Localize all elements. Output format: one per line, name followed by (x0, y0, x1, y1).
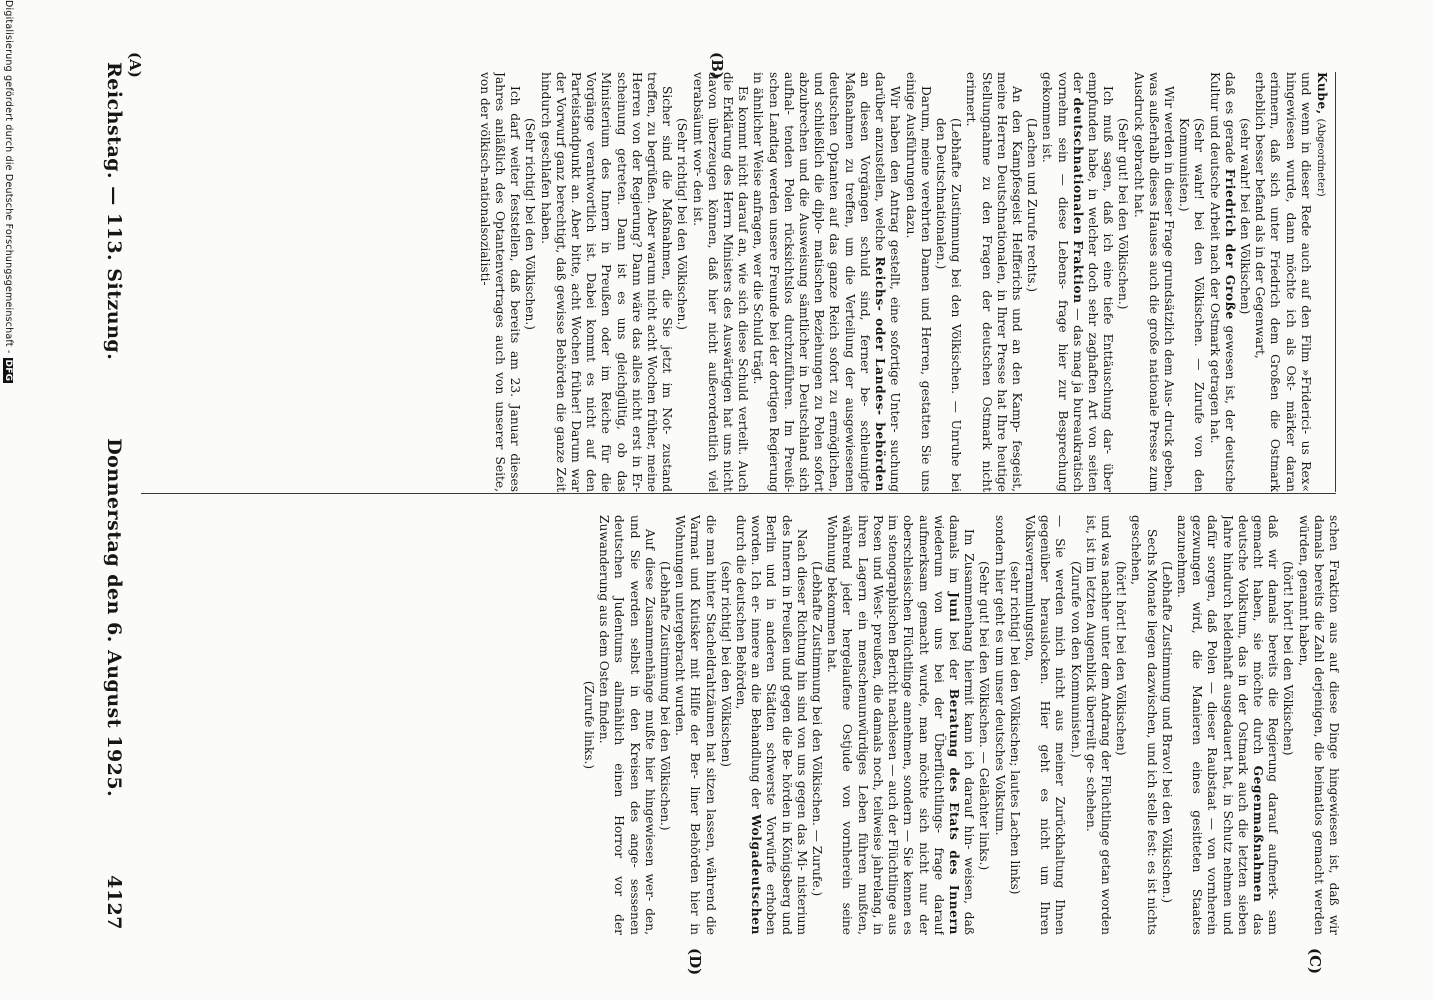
column-divider (141, 493, 1336, 494)
running-header (99, 62, 129, 930)
interjection: (Sehr gut! bei den Völkischen. — Gelächter links.) (977, 561, 992, 871)
interjection: (Sehr richtig! bei den Völkischen.) (675, 118, 690, 330)
margin-mark-d: (D) (686, 948, 704, 976)
paragraph: und was nachher unter dem Andrang der Flüchtlinge getan worden ist, ist im letzten Augenblick überreilt ge- schehen. (1083, 515, 1113, 935)
speaker-line: Kube, (Abgeordneter) (1315, 72, 1329, 197)
paragraph: Es kommt nicht darauf an, wie sich diese Schuld verteilt. Auch die Erklärung des Herrn Ministers des Auswärtigen hat uns nicht davon überzeugen können, daß hier nicht außerordentlich viel verabsäumt wor- den ist. (690, 72, 751, 492)
interjection: (Zurufe von den Kommunisten.) (1068, 561, 1083, 758)
interjection: (hört! hört! bei den Völkischen) (1114, 561, 1129, 756)
dfg-logo: DFG (3, 359, 13, 382)
paragraph: Ich muß sagen, daß ich eine tiefe Enttäuschung dar- über empfunden habe, in welcher doch sehr zaghaften Art von seiten der deutschnationalen Fraktion — das mag ja bureaukratisch vornehm sein — diese Lebens- frage hier zur Besprechung gekommen ist. (1040, 72, 1116, 492)
digitization-credit (0, 0, 14, 1000)
credit-text: Digitalisierung gefördert durch die Deutsche Forschungsgemeinschaft - (3, 0, 14, 354)
interjection: (Lebhafte Zustimmung bei den Völkischen.) (658, 561, 673, 831)
interjection: (Lachen und Zurufe rechts.) (1025, 118, 1040, 293)
interjection: (Lebhafte Zustimmung bei den Völkischen. — Zurufe.) (810, 561, 825, 897)
paragraph: schen Fraktion aus auf diese Dinge hingewiesen ist, daß wir damals bereits die Zahl derjenigen, die heimatlos gemacht werden würden, genannt haben, (1296, 515, 1341, 935)
right-column (136, 515, 1341, 935)
interjection: (sehr richtig! bei den Völkischen; lautes Lachen links) (1007, 561, 1022, 895)
paragraph: sondern hier geht es um unser deutsches Volkstum. (992, 515, 1007, 836)
paragraph: An den Kampfesgeist Helfferichs und an den Kamp- fesgeist, meine Herren Deutschnationalen, in Ihrer Presse hat Ihre heutige Stellungnahme zu den Fragen der deutschen Ostmark nicht erinnert. (964, 72, 1024, 492)
interjection: (sehr wahr! bei den Völkischen) (1237, 118, 1252, 315)
column-top-rule (1335, 72, 1336, 492)
interjection: (Lebhafte Zustimmung bei den Völkischen. — Unruhe bei den Deutschnationalen.) (933, 118, 964, 492)
paragraph: und wenn in dieser Rede auch auf den Film »Friderici- us Rex« hingewiesen wurde, dann möchte ich als Ost- märker daran erinnern, daß sich unter Friedrich dem Großen die Ostmark erheblich besser befand als in der Gegenwart, (1253, 72, 1313, 492)
speaker-role: Abgeordneter (1315, 122, 1326, 193)
margin-mark-c: (C) (1306, 948, 1324, 975)
paragraph: daß wir damals bereits die Regierung darauf aufmerk- sam gemacht haben, sie möchte durch Gegenmaßnahmen das deutsche Volkstum, das in der Ostmark auch die letzten sieben Jahre hindurch heldenhaft ausgedauert hat, in Schutz nehmen und dafür sorgen, daß Polen — dieser Raubstaat — von vornherein gezwungen wird, die Manieren eines gesitteten Staates anzunehmen. (1174, 515, 1281, 935)
margin-mark-a: (A) (126, 52, 144, 78)
paragraph: Auf diese Zusammenhänge mußte hier hingewiesen wer- den, und Sie werden selbst in den Kreisen des ange- sessenen deutschen Judentums allmählich einen Horror vor der Zuwanderung aus dem Osten finden. (597, 515, 657, 935)
header-session: Reichstag. — 113. Sitzung. (103, 62, 125, 361)
header-date: Donnerstag den 6. August 1925. (103, 438, 125, 798)
page-number: 4127 (103, 875, 125, 930)
interjection: (Sehr gut! bei den Völkischen.) (1116, 118, 1131, 310)
interjection: (hört! hört! bei den Völkischen) (1281, 561, 1296, 756)
paragraph: Wir werden in dieser Frage grundsätzlich dem Aus- druck geben, was außerhalb dieses Hauses auch die große nationale Presse zum Ausdruck gebracht hat. (1131, 72, 1176, 492)
interjection: (Sehr richtig! bei den Völkischen.) (523, 118, 538, 330)
paragraph: Sechs Monate liegen dazwischen, und ich stelle fest: es ist nichts geschehen, (1129, 515, 1159, 935)
paragraph: daß es gerade Friedrich der Große gewesen ist, der deutsche Kultur und deutsche Arbeit nach der Ostmark getragen hat. (1207, 72, 1237, 492)
paragraph: Ich darf weiter feststellen, daß bereits am 23. Januar dieses Jahres anläßlich des Optantenvertrages auch von unserer Seite, von der völkisch-nationalsozialisti- (477, 72, 523, 492)
paragraph: Darum, meine verehrten Damen und Herren, gestatten Sie uns einige Ausführungen dazu. (903, 72, 933, 492)
paragraph: Nach dieser Richtung hin sind von uns gegen das Mi- nisterium des Innern in Preußen und gegen die Be- hörden in Königsberg und Berlin und in anderen Städten schwerste Vorwürfe erhoben worden. Ich er- innere an die Behandlung der Wolgadeutschen durch die deutschen Behörden, (734, 515, 809, 935)
paragraph: Im Zusammenhang hiermit kann ich darauf hin- weisen, daß damals im Juni bei der Beratung des Etats des Innern wiederum von uns bei der Überflüchtlings- frage darauf aufmerksam gemacht wurde, man möchte sich nicht nur der oberschlesischen Flüchtlinge annehmen, sondern — Sie kennen es im stenographischen Bericht nachlesen — auch der Flüchtlinge aus Posen und West- preußen, die damals noch, teilweise jahrelang, in ihren Lagern ein menschenunwürdiges Leben führen mußten, während jeder hergelaufene Ostjude von vornherein seine Wohnung bekommen hat. (825, 515, 977, 935)
speaker-name: Kube, (1315, 72, 1329, 115)
paragraph: — Sie werden mich nicht aus meiner Zurückhaltung Ihnen gegenüber herauslocken. Hier geht es nicht um Ihren Volksverrammlungston, (1022, 515, 1068, 935)
left-column (124, 72, 1329, 492)
interjection: (Sehr wahr! bei den Völkischen. — Zurufe von den Kommunisten.) (1177, 118, 1207, 492)
paragraph: die man hinter Stacheldrahtzäunen hat sitzen lassen, während die Varmat und Kutisker mit Hilfe der Ber- liner Behörden hier in Wohnungen untergebracht wurden. (673, 515, 718, 935)
paragraph: Wir haben den Antrag gestellt, eine sofortige Unter- suchung darüber anzustellen, welche Reichs- oder Landes- behörden an diesen Vorgängen schuld sind, ferner be- schleunigte Maßnahmen zu treffen, um die Verteilung der ausgewiesenen deutschen Optanten auf das ganze Reich sofort zu ermöglichen, und schließlich die diplo- matischen Beziehungen zu Polen sofort abzubrechen und die Ausweisung sämtlicher in Deutschland sich aufhal- tenden Polen rücksichtslos durchzuführen. Im Preußi- schen Landtag werden unsere Freunde bei der dortigen Regierung in ähnlicher Weise anfragen, wer die Schuld trägt. (751, 72, 903, 492)
margin-mark-b: (B) (708, 52, 726, 79)
interjection: (Lebhafte Zustimmung und Bravo! bei den Völkischen.) (1159, 561, 1174, 904)
interjection: (Zurufe links.) (582, 680, 597, 770)
paragraph: Sicher sind die Maßnahmen, die Sie jetzt im Not- zustand treffen, zu begrüßen. Aber warum nicht acht Wochen früher, meine Herren von der Regierung? Dann wäre das alles nicht erst in Er- scheinung getreten. Dann ist es uns gleichgültig, ob das Ministerium des Innern in Preußen oder im Reiche für die Vorgänge verantwortlich ist. Dabei kommt es nicht auf den Parteistandpunkt an. Aber bitte, acht Wochen früher! Darum war der Vorwurf ganz berechtigt, daß gewisse Behörden die ganze Zeit hindurch geschlafen haben. (538, 72, 675, 492)
interjection: (sehr richtig! bei den Völkischen) (718, 561, 733, 768)
